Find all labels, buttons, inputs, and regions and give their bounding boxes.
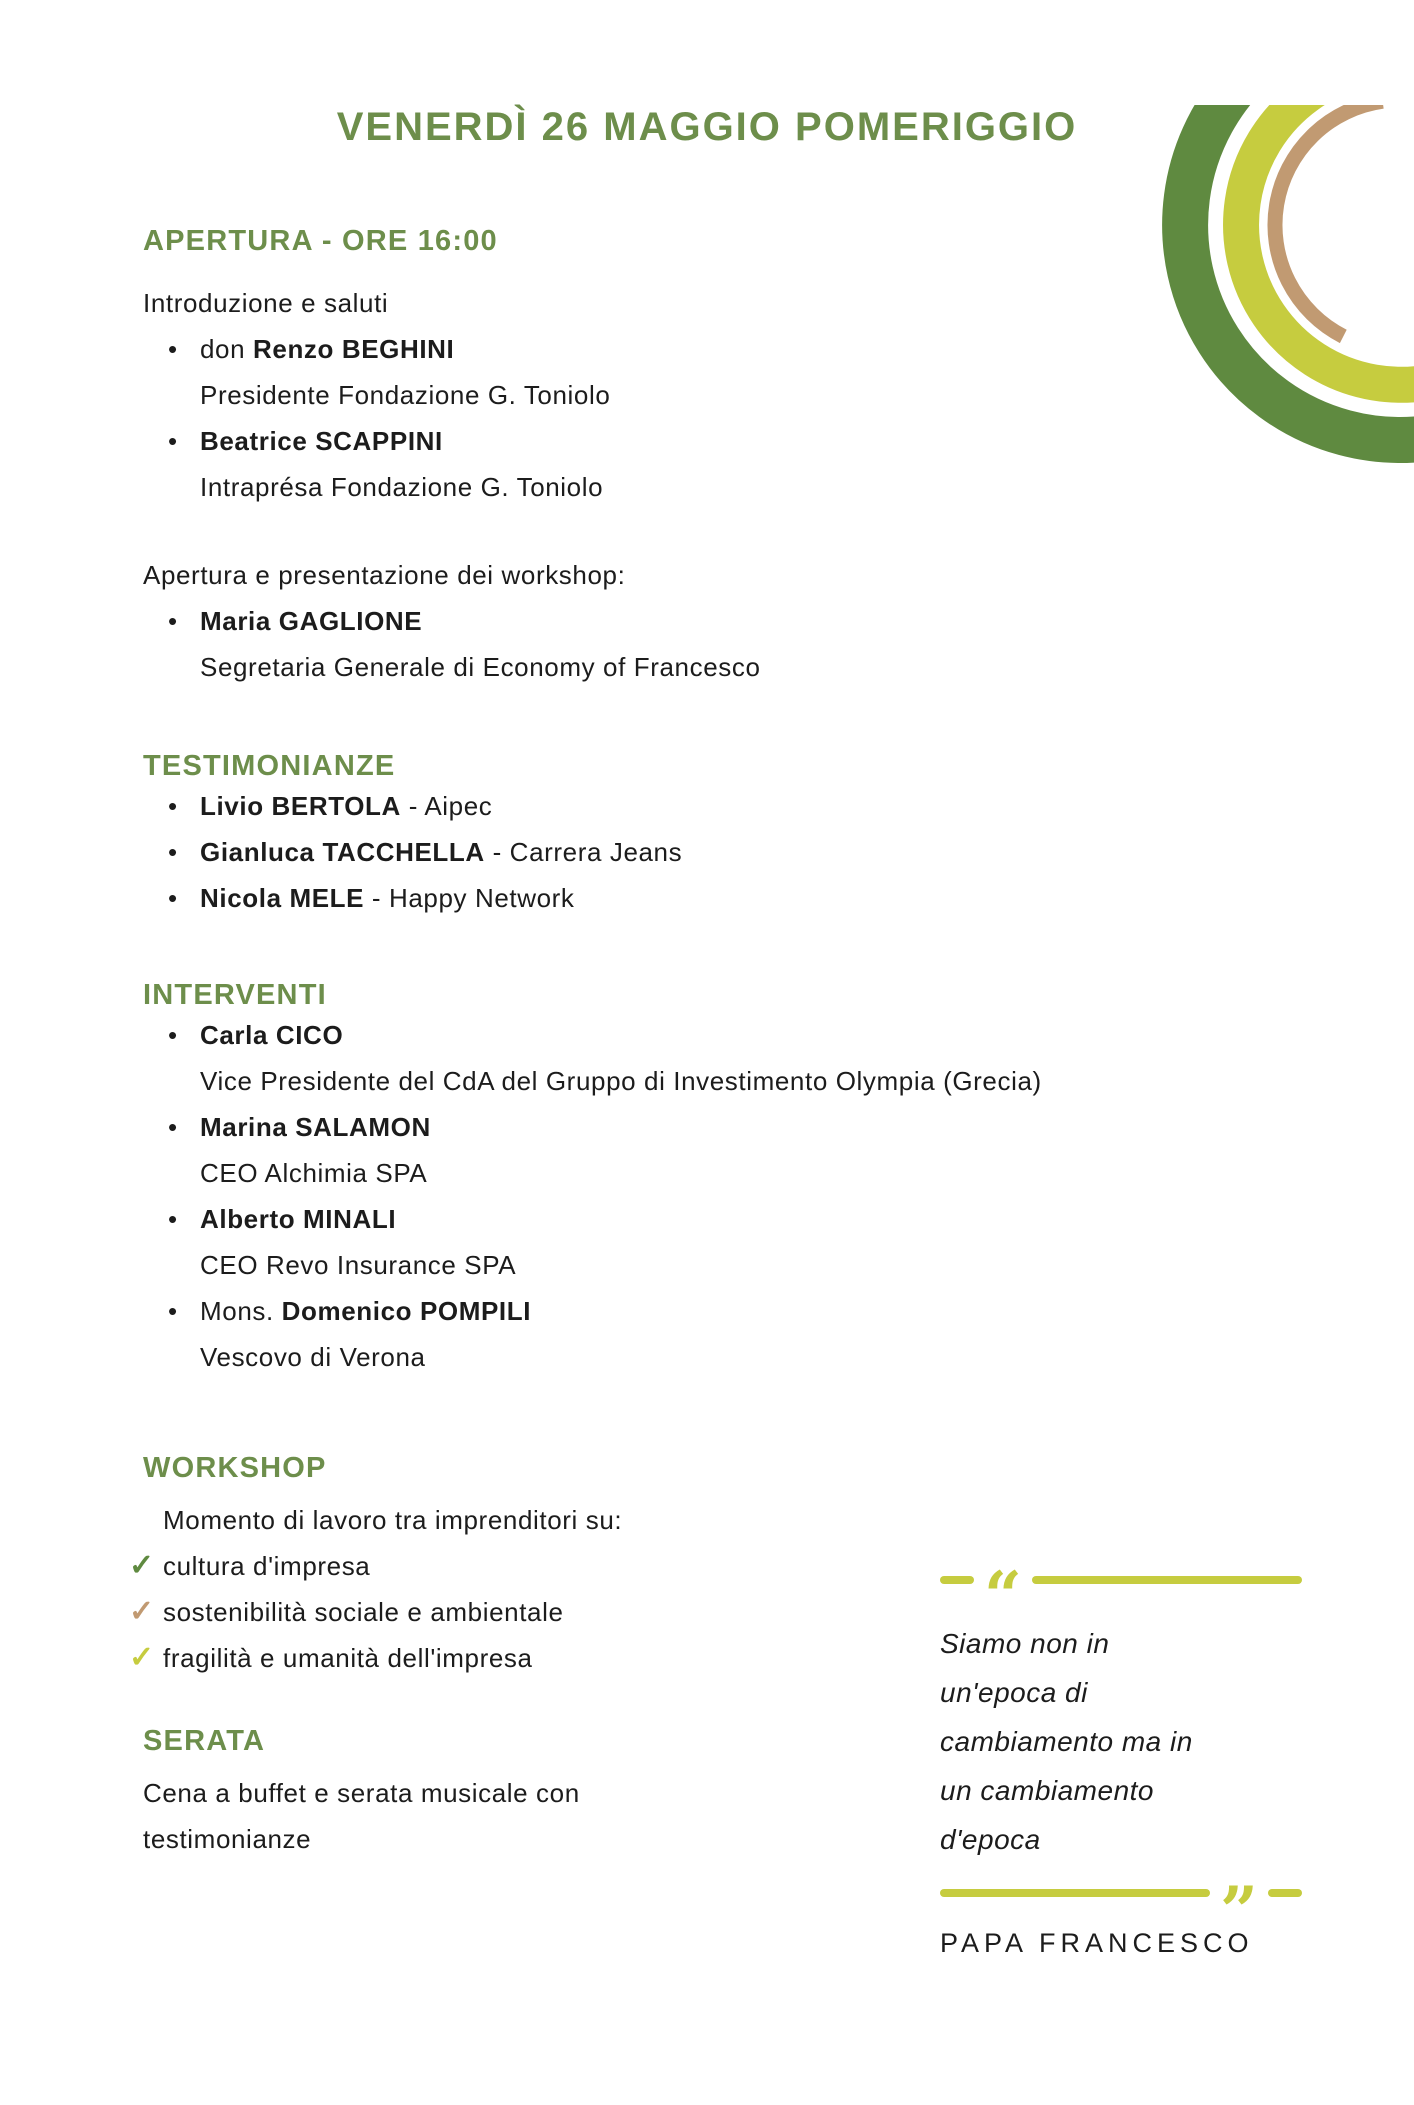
speaker-role: Presidente Fondazione G. Toniolo (200, 380, 611, 410)
quote-line: d'epoca (940, 1824, 1041, 1855)
speaker-name: Beatrice SCAPPINI (200, 426, 443, 456)
check-icon: ✓ (129, 1549, 155, 1582)
checklist-label: fragilità e umanità dell'impresa (163, 1643, 533, 1673)
bullet-icon: • (168, 334, 178, 364)
list-item (143, 783, 1343, 829)
bullet-icon: • (168, 791, 178, 821)
speaker-name: Mons. Domenico POMPILI (200, 1296, 532, 1326)
quote-line: cambiamento ma in (940, 1726, 1193, 1757)
speaker-name: Marina SALAMON (200, 1112, 431, 1142)
workshop-intro: Momento di lavoro tra imprenditori su: (163, 1505, 623, 1535)
speaker-role: Intraprésa Fondazione G. Toniolo (200, 472, 604, 502)
speaker-role: CEO Alchimia SPA (200, 1158, 428, 1188)
speaker-role: Vescovo di Verona (200, 1342, 426, 1372)
quote-text (940, 1619, 1302, 1864)
serata-text: Cena a buffet e serata musicale con testimonianze (143, 1778, 580, 1854)
dash-line (1268, 1889, 1302, 1897)
quote-block (940, 1553, 1302, 1959)
bullet-icon: • (168, 1020, 178, 1050)
quote-line: un cambiamento (940, 1775, 1155, 1806)
speaker-name: Carla CICO (200, 1020, 344, 1050)
dash-line (940, 1889, 1210, 1897)
list-item (143, 1196, 1343, 1288)
bullet-icon: • (168, 1204, 178, 1234)
dash-line (940, 1576, 974, 1584)
quote-line: un'epoca di (940, 1677, 1088, 1708)
quote-top-decoration: “ (940, 1553, 1302, 1607)
section-heading-apertura: APERTURA - ORE 16:00 (143, 225, 498, 257)
quote-line: Siamo non in (940, 1628, 1110, 1659)
quote-bottom-decoration: ” (940, 1866, 1302, 1920)
list-item (143, 1012, 1343, 1104)
check-icon: ✓ (129, 1595, 155, 1628)
bullet-icon: • (168, 837, 178, 867)
speaker-role: CEO Revo Insurance SPA (200, 1250, 517, 1280)
inner-arc (1275, 105, 1383, 336)
section-heading-workshop: WORKSHOP (143, 1452, 327, 1484)
bullet-icon: • (168, 606, 178, 636)
section-heading-serata: SERATA (143, 1725, 266, 1757)
decorative-arcs (950, 105, 1414, 550)
middle-arc (1241, 105, 1414, 385)
apertura-intro2: Apertura e presentazione dei workshop: (143, 560, 626, 590)
speaker-role: Segretaria Generale di Economy of Francesco (200, 652, 761, 682)
bullet-icon: • (168, 1112, 178, 1142)
apertura-intro: Introduzione e saluti (143, 288, 389, 318)
section-heading-testimonianze: TESTIMONIANZE (143, 750, 396, 782)
checklist-label: sostenibilità sociale e ambientale (163, 1597, 564, 1627)
speaker-name: Maria GAGLIONE (200, 606, 423, 636)
testimonianza-entry: Nicola MELE - Happy Network (200, 883, 575, 913)
quote-attribution: PAPA FRANCESCO (940, 1928, 1254, 1958)
bullet-icon: • (168, 1296, 178, 1326)
list-item (143, 875, 1343, 921)
check-icon: ✓ (129, 1641, 155, 1674)
speaker-name: Alberto MINALI (200, 1204, 397, 1234)
list-item (143, 598, 1343, 690)
testimonianza-entry: Livio BERTOLA - Aipec (200, 791, 493, 821)
checklist-label: cultura d'impresa (163, 1551, 371, 1581)
list-item (143, 829, 1343, 875)
bullet-icon: • (168, 883, 178, 913)
bullet-icon: • (168, 426, 178, 456)
section-heading-interventi: INTERVENTI (143, 979, 327, 1011)
page-title: VENERDÌ 26 MAGGIO POMERIGGIO (336, 105, 1078, 149)
list-item (143, 1104, 1343, 1196)
dash-line (1032, 1576, 1302, 1584)
list-item (143, 1288, 1343, 1380)
speaker-name: don Renzo BEGHINI (200, 334, 455, 364)
speaker-role: Vice Presidente del CdA del Gruppo di Investimento Olympia (Grecia) (200, 1066, 1042, 1096)
testimonianza-entry: Gianluca TACCHELLA - Carrera Jeans (200, 837, 683, 867)
